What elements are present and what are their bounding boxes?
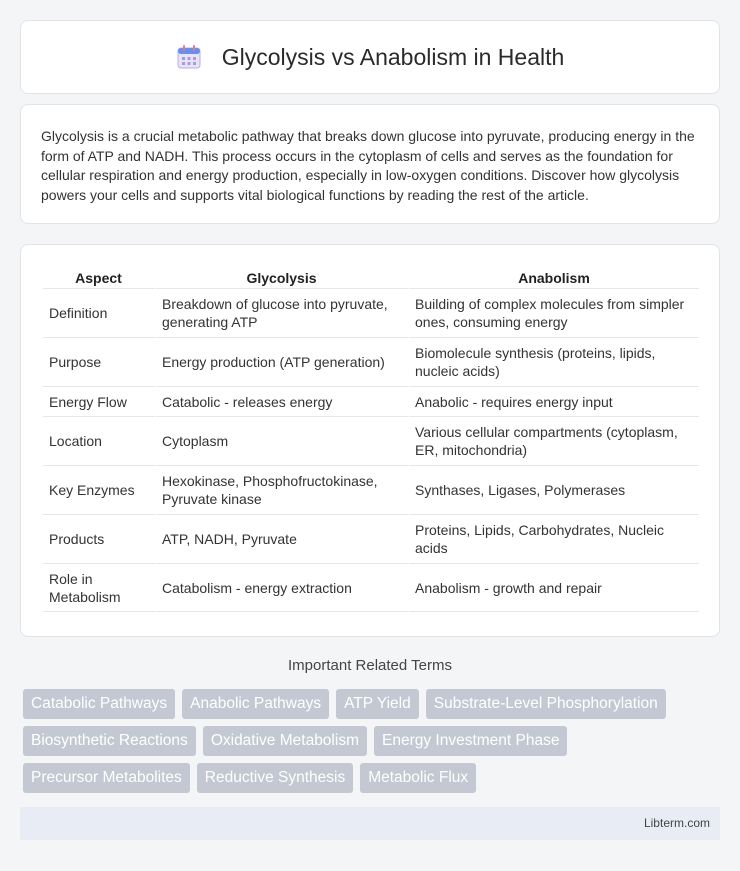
table-row: [43, 387, 699, 417]
row-aspect: Location: [43, 417, 156, 466]
tag-row: [23, 763, 723, 793]
tag-precursor-metabolites[interactable]: Precursor Metabolites: [23, 763, 190, 793]
table-row: [43, 338, 699, 387]
row-aspect: Energy Flow: [43, 387, 156, 417]
row-aspect: Purpose: [43, 338, 156, 387]
table-row: [43, 417, 699, 466]
row-glycolysis: Breakdown of glucose into pyruvate, generating ATP: [156, 289, 409, 338]
row-aspect: Role in Metabolism: [43, 564, 156, 612]
row-aspect: Key Enzymes: [43, 466, 156, 515]
footer-site-link[interactable]: Libterm.com: [643, 816, 710, 830]
row-glycolysis: Catabolic - releases energy: [156, 387, 409, 417]
row-aspect: Products: [43, 515, 156, 564]
tag-metabolic-flux[interactable]: Metabolic Flux: [360, 763, 476, 793]
row-anabolism: Various cellular compartments (cytoplasm, ER, mitochondria): [409, 417, 699, 466]
tag-anabolic-pathways[interactable]: Anabolic Pathways: [182, 689, 329, 719]
related-terms-tags: [23, 689, 723, 800]
tag-reductive-synthesis[interactable]: Reductive Synthesis: [197, 763, 353, 793]
intro-card: [20, 104, 720, 224]
table-row: [43, 515, 699, 564]
tag-oxidative-metabolism[interactable]: Oxidative Metabolism: [203, 726, 367, 756]
tag-row: [23, 689, 723, 719]
row-anabolism: Building of complex molecules from simpler ones, consuming energy: [409, 289, 699, 338]
row-anabolism: Anabolism - growth and repair: [409, 564, 699, 612]
row-glycolysis: Hexokinase, Phosphofructokinase, Pyruvate kinase: [156, 466, 409, 515]
tag-energy-investment-phase[interactable]: Energy Investment Phase: [374, 726, 568, 756]
footer: [20, 807, 720, 840]
row-anabolism: Proteins, Lipids, Carbohydrates, Nucleic acids: [409, 515, 699, 564]
comparison-table-card: [20, 244, 720, 637]
table-row: [43, 564, 699, 612]
tag-row: [23, 726, 723, 756]
row-aspect: Definition: [43, 289, 156, 338]
row-glycolysis: Energy production (ATP generation): [156, 338, 409, 387]
table-header-row: [43, 265, 699, 289]
row-anabolism: Synthases, Ligases, Polymerases: [409, 466, 699, 515]
row-anabolism: Biomolecule synthesis (proteins, lipids, nucleic acids): [409, 338, 699, 387]
header-aspect: Aspect: [43, 265, 156, 289]
tag-substrate-level-phosphorylation[interactable]: Substrate-Level Phosphorylation: [426, 689, 666, 719]
related-terms-title: Important Related Terms: [288, 657, 452, 674]
header-glycolysis: Glycolysis: [156, 265, 409, 289]
table-row: [43, 289, 699, 338]
calendar-icon: [176, 44, 202, 70]
row-glycolysis: ATP, NADH, Pyruvate: [156, 515, 409, 564]
header-card: [20, 20, 720, 94]
tag-biosynthetic-reactions[interactable]: Biosynthetic Reactions: [23, 726, 196, 756]
comparison-table: [43, 265, 699, 612]
header-anabolism: Anabolism: [409, 265, 699, 289]
page-title: Glycolysis vs Anabolism in Health: [221, 43, 565, 70]
row-glycolysis: Catabolism - energy extraction: [156, 564, 409, 612]
tag-catabolic-pathways[interactable]: Catabolic Pathways: [23, 689, 175, 719]
tag-atp-yield[interactable]: ATP Yield: [336, 689, 419, 719]
row-glycolysis: Cytoplasm: [156, 417, 409, 466]
row-anabolism: Anabolic - requires energy input: [409, 387, 699, 417]
table-row: [43, 466, 699, 515]
intro-text: Glycolysis is a crucial metabolic pathway that breaks down glucose into pyruvate, producing energy in the form of ATP and NADH. This process occurs in the cytoplasm of cells and serves as the foundation for cellular respiration and energy production, especially in low-oxygen conditions. Discover how glycolysis powers your cells and supports vital biological functions by reading the rest of the article.: [41, 128, 695, 203]
